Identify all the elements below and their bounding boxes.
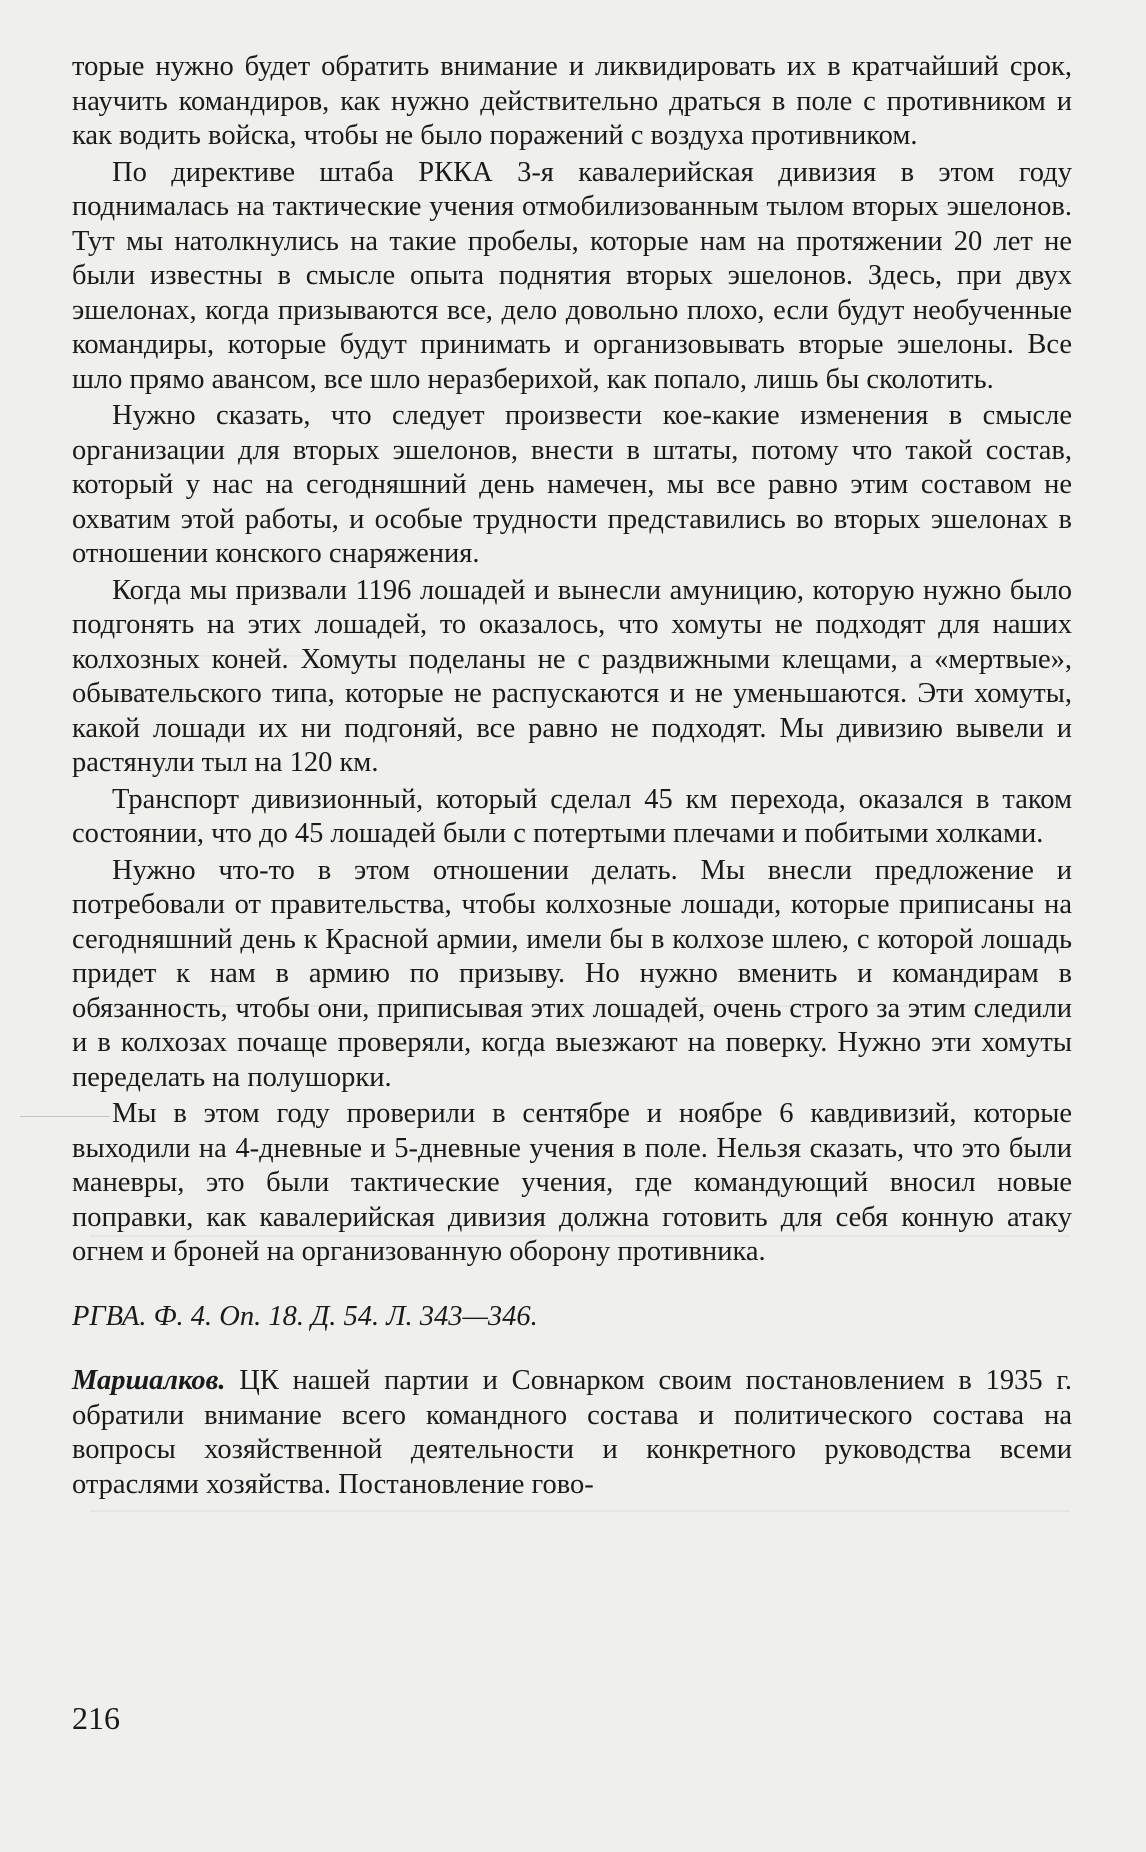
paragraph: Мы в этом году проверили в сентябре и ноябре 6 кавдивизий, которые выходили на 4-дневные и 5-дневные учения в поле. Нельзя сказать, что это были маневры, это были тактические учения, где командующий вносил новые поправки, как кавалерийская дивизия должна готовить для себя конную атаку огнем и броней на организованную оборону противника. (72, 1098, 1072, 1267)
paragraph: Когда мы призвали 1196 лошадей и вынесли амуницию, которую нужно было подгонять на этих лошадей, то оказалось, что хомуты не подходят для наших колхозных коней. Хомуты поделаны не с раздвижными клещами, а «мертвые», обывательского типа, которые не распускаются и не уменьшаются. Эти хомуты, какой лошади их ни подгоняй, все равно не подходят. Мы дивизию вывели и растянули тыл на 120 км. (72, 574, 1072, 778)
paragraph: Транспорт дивизионный, который сделал 45 км перехода, оказался в таком состоянии, что до 45 лошадей были с потертыми плечами и побитыми холками. (72, 783, 1072, 849)
speaker-text: ЦК нашей партии и Совнарком своим постановлением в 1935 г. обратили внимание всего командного состава и политического состава на вопросы хозяйственной деятельности и конкретного руководства всеми отраслями хозяйства. Постановление гово- (72, 1365, 1072, 1500)
body-text (72, 50, 1072, 1502)
paragraph-continued: торые нужно будет обратить внимание и ликвидировать их в кратчайший срок, научить командиров, как нужно действительно драться в поле с противником и как водить войска, чтобы не было поражений с воздуха противником. (72, 51, 1072, 151)
paragraph: По директиве штаба РККА 3-я кавалерийская дивизия в этом году поднималась на тактические учения отмобилизованным тылом вторых эшелонов. Тут мы натолкнулись на такие пробелы, которые нам на протяжении 20 лет не были известны в смысле опыта поднятия вторых эшелонов. Здесь, при двух эшелонах, когда призываются все, дело довольно плохо, если будут необученные командиры, которые будут принимать и организовывать вторые эшелоны. Все шло прямо авансом, все шло неразберихой, как попало, лишь бы сколотить. (72, 156, 1072, 395)
speaker-name: Маршалков. (72, 1365, 226, 1396)
paragraph: Нужно сказать, что следует произвести кое-какие изменения в смысле организации для вторых эшелонов, внести в штаты, потому что такой состав, который у нас на сегодняшний день намечен, мы все равно этим составом не охватим этой работы, и особые трудности представились во вторых эшелонах в отношении конского снаряжения. (72, 400, 1072, 569)
speaker-paragraph (72, 1364, 1072, 1502)
archive-source-citation: РГВА. Ф. 4. Оп. 18. Д. 54. Л. 343—346. (72, 1300, 538, 1332)
bleed-through-line (90, 1510, 1070, 1512)
page-number: 216 (72, 1700, 120, 1736)
paragraph: Нужно что-то в этом отношении делать. Мы внесли предложение и потребовали от правительства, чтобы колхозные лошади, которые приписаны на сегодняшний день к Красной армии, имели бы в колхозе шлею, с которой лошадь придет к нам в армию по призыву. Но нужно вменить и командирам в обязанность, чтобы они, приписывая этих лошадей, очень строго за этим следили и в колхозах почаще проверяли, когда выезжают на поверку. Нужно эти хомуты переделать на полушорки. (72, 854, 1072, 1093)
